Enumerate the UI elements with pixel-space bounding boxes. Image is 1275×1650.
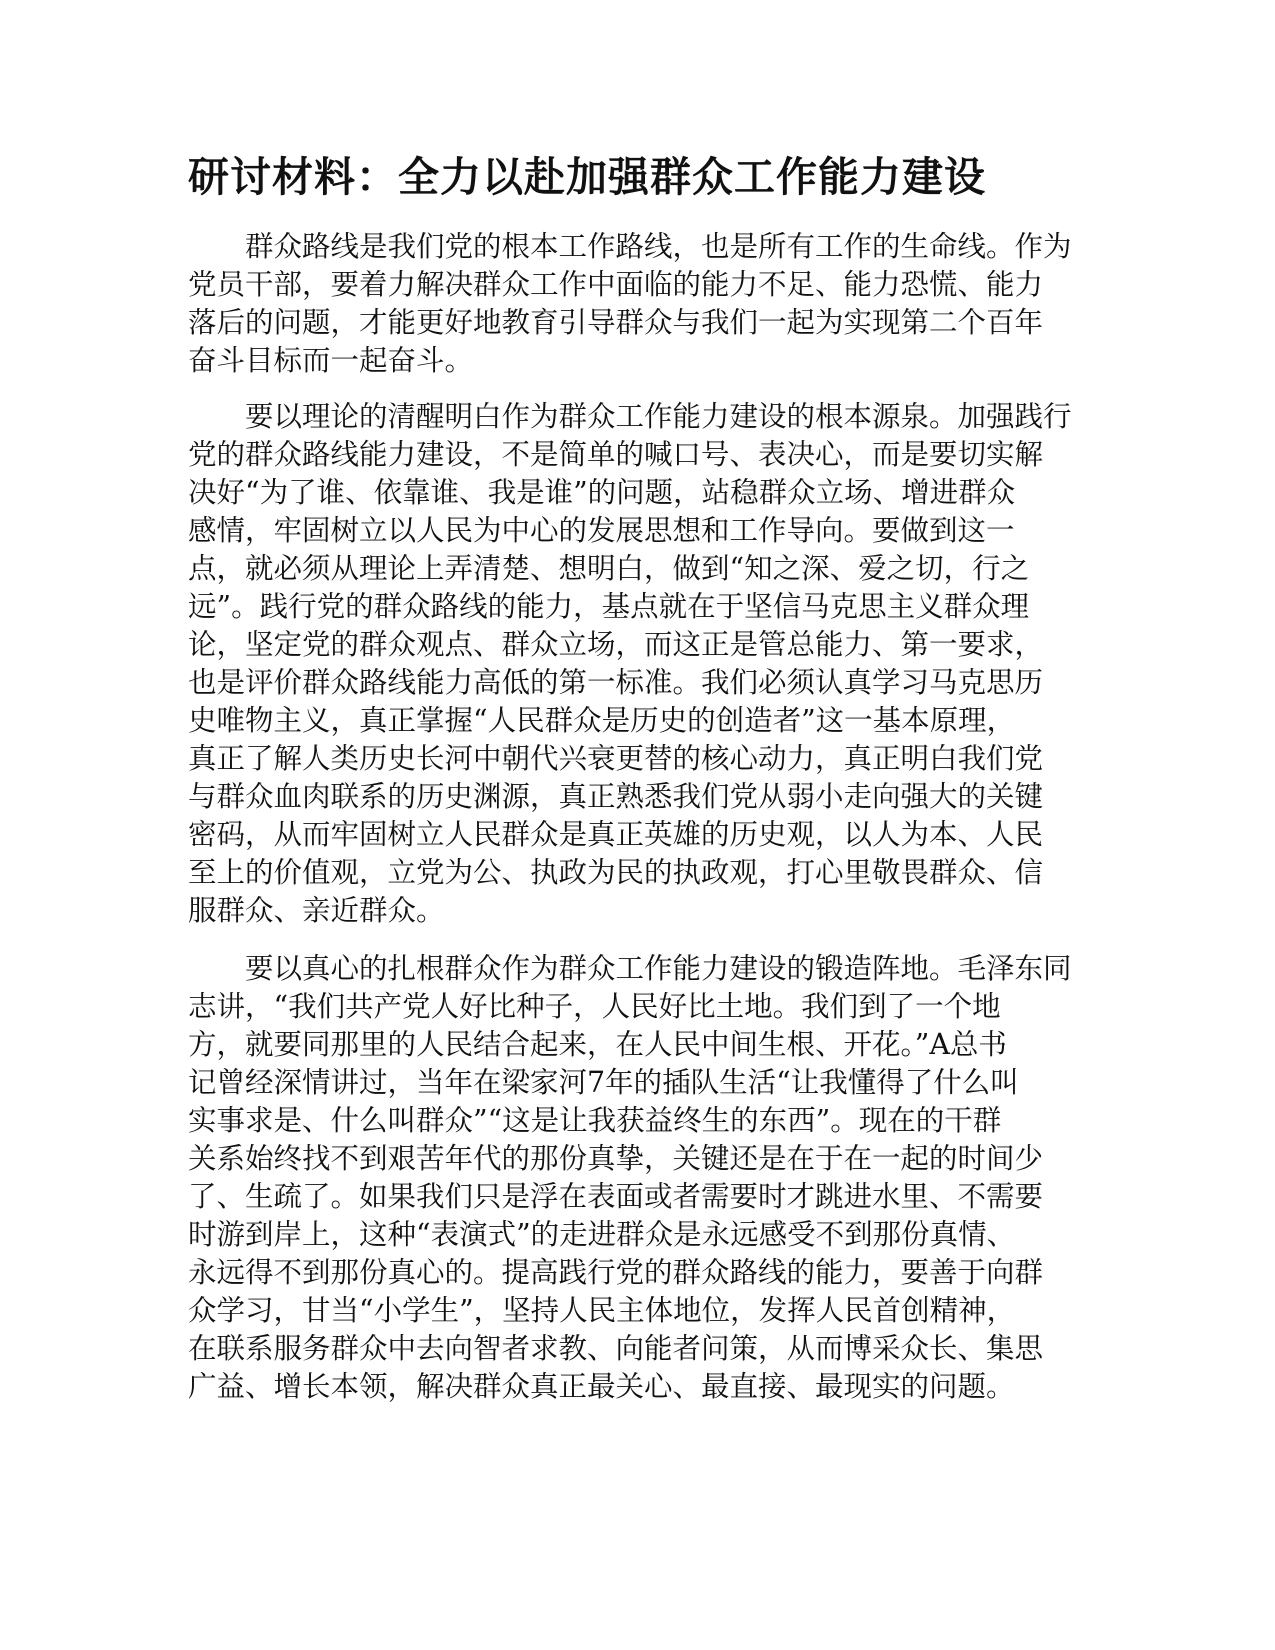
paragraph-line: 至上的价值观，立党为公、执政为民的执政观，打心里敬畏群众、信 (188, 856, 1044, 889)
paragraph-line: 密码，从而牢固树立人民群众是真正英雄的历史观，以人为本、人民 (188, 818, 1044, 851)
paragraph-line: 也是评价群众路线能力高低的第一标准。我们必须认真学习马克思历 (188, 666, 1044, 699)
paragraph-line: 众学习，甘当“小学生”，坚持人民主体地位，发挥人民首创精神， (188, 1294, 1016, 1327)
paragraph-line: 论，坚定党的群众观点、群众立场，而这正是管总能力、第一要求， (188, 628, 1044, 661)
paragraph-line: 服群众、亲近群众。 (188, 894, 445, 927)
paragraph-line: 真正了解人类历史长河中朝代兴衰更替的核心动力，真正明白我们党 (188, 742, 1044, 775)
paragraph-line: 点，就必须从理论上弄清楚、想明白，做到“知之深、爱之切，行之 (188, 552, 1030, 585)
paragraph-line: 要以真心的扎根群众作为群众工作能力建设的锻造阵地。毛泽东同 (188, 952, 1072, 985)
paragraph-theory (188, 398, 1078, 930)
paragraph-line: 落后的问题，才能更好地教育引导群众与我们一起为实现第二个百年 (188, 306, 1044, 339)
paragraph-line: 党员干部，要着力解决群众工作中面临的能力不足、能力恐慌、能力 (188, 268, 1044, 301)
paragraph-line: 群众路线是我们党的根本工作路线，也是所有工作的生命线。作为 (188, 230, 1072, 263)
paragraph-intro (188, 228, 1078, 380)
paragraph-rooting (188, 950, 1078, 1406)
paragraph-line: 与群众血肉联系的历史渊源，真正熟悉我们党从弱小走向强大的关键 (188, 780, 1044, 813)
paragraph-line: 远”。践行党的群众路线的能力，基点就在于坚信马克思主义群众理 (188, 590, 1030, 623)
paragraph-line: 了、生疏了。如果我们只是浮在表面或者需要时才跳进水里、不需要 (188, 1180, 1044, 1213)
paragraph-line: 决好“为了谁、依靠谁、我是谁”的问题，站稳群众立场、增进群众 (188, 476, 1016, 509)
paragraph-line: 方，就要同那里的人民结合起来，在人民中间生根、开花。”A总书 (188, 1028, 1007, 1061)
paragraph-line: 奋斗目标而一起奋斗。 (188, 344, 474, 377)
paragraph-line: 广益、增长本领，解决群众真正最关心、最直接、最现实的问题。 (188, 1370, 1015, 1403)
paragraph-line: 要以理论的清醒明白作为群众工作能力建设的根本源泉。加强践行 (188, 400, 1072, 433)
document-title: 研讨材料：全力以赴加强群众工作能力建设 (188, 153, 986, 201)
paragraph-line: 永远得不到那份真心的。提高践行党的群众路线的能力，要善于向群 (188, 1256, 1044, 1289)
paragraph-line: 时游到岸上，这种“表演式”的走进群众是永远感受不到那份真情、 (188, 1218, 1016, 1251)
paragraph-line: 记曾经深情讲过，当年在梁家河7年的插队生活“让我懂得了什么叫 (188, 1066, 1019, 1099)
paragraph-line: 党的群众路线能力建设，不是简单的喊口号、表决心，而是要切实解 (188, 438, 1044, 471)
paragraph-line: 史唯物主义，真正掌握“人民群众是历史的创造者”这一基本原理， (188, 704, 1016, 737)
paragraph-line: 关系始终找不到艰苦年代的那份真挚，关键还是在于在一起的时间少 (188, 1142, 1044, 1175)
paragraph-line: 在联系服务群众中去向智者求教、向能者问策，从而博采众长、集思 (188, 1332, 1044, 1365)
paragraph-line: 感情，牢固树立以人民为中心的发展思想和工作导向。要做到这一 (188, 514, 1015, 547)
paragraph-line: 实事求是、什么叫群众”“这是让我获益终生的东西”。现在的干群 (188, 1104, 1002, 1137)
paragraph-line: 志讲，“我们共产党人好比种子，人民好比土地。我们到了一个地 (188, 990, 1001, 1023)
